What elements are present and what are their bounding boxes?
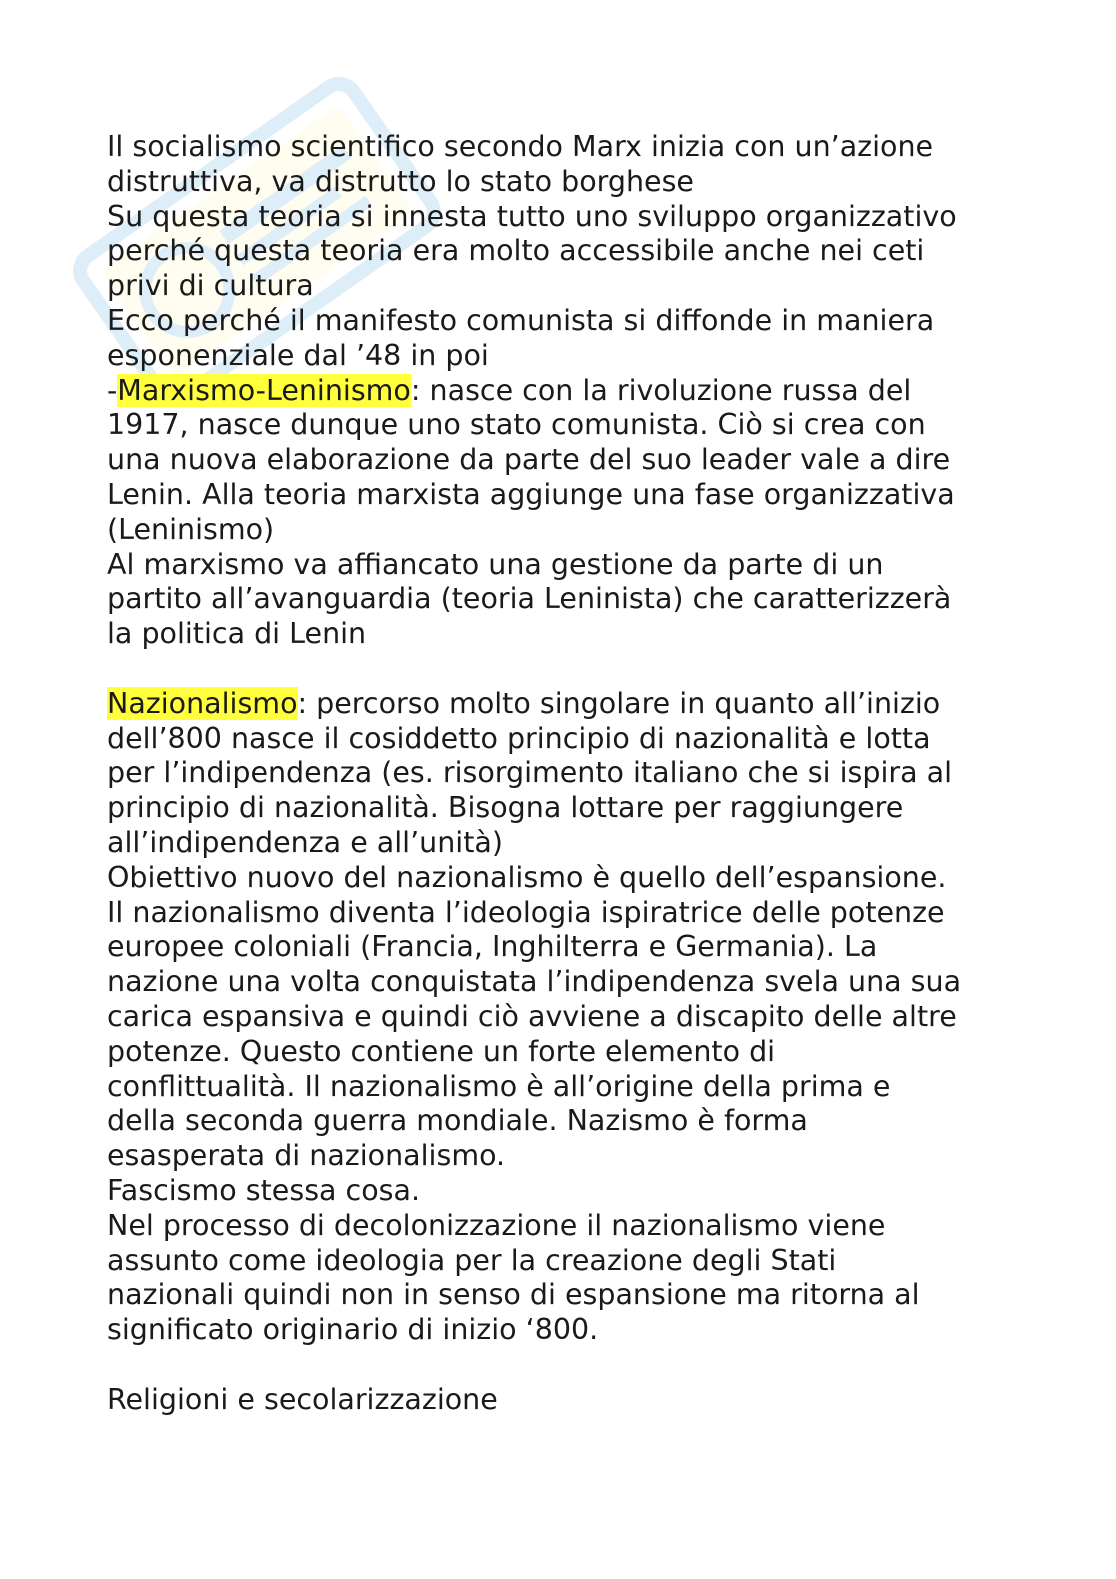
blank-line xyxy=(107,652,1027,687)
text-line: Su questa teoria si innesta tutto uno sviluppo organizzativo xyxy=(107,199,957,233)
text-line: 1917, nasce dunque uno stato comunista. Ciò si crea con xyxy=(107,408,926,442)
document-body xyxy=(107,130,1027,1417)
text-line: la politica di Lenin xyxy=(107,617,367,651)
highlighted-term: Nazionalismo xyxy=(107,686,298,720)
text-line: Fascismo stessa cosa. xyxy=(107,1173,421,1207)
text-line: conflittualità. Il nazionalismo è all’origine della prima e xyxy=(107,1069,891,1103)
text-line: significato originario di inizio ‘800. xyxy=(107,1313,599,1347)
text-line: esponenziale dal ’48 in poi xyxy=(107,338,489,372)
text-line: Il nazionalismo diventa l’ideologia ispiratrice delle potenze xyxy=(107,895,945,929)
text-segment: - xyxy=(107,373,118,407)
text-line: perché questa teoria era molto accessibile anche nei ceti xyxy=(107,234,925,268)
text-line: principio di nazionalità. Bisogna lottare per raggiungere xyxy=(107,791,904,825)
text-line-with-highlight xyxy=(107,687,1027,722)
text-line: distruttiva, va distrutto lo stato borghese xyxy=(107,164,694,198)
text-segment: : nasce con la rivoluzione russa del xyxy=(410,373,912,407)
text-line: Al marxismo va affiancato una gestione da parte di un xyxy=(107,547,884,581)
text-line: (Leninismo) xyxy=(107,512,275,546)
text-line: per l’indipendenza (es. risorgimento italiano che si ispira al xyxy=(107,756,952,790)
text-line: Obiettivo nuovo del nazionalismo è quello dell’espansione. xyxy=(107,860,947,894)
text-line: Ecco perché il manifesto comunista si diffonde in maniera xyxy=(107,303,935,337)
text-line: una nuova elaborazione da parte del suo leader vale a dire xyxy=(107,443,951,477)
text-line: partito all’avanguardia (teoria Leninista) che caratterizzerà xyxy=(107,582,952,616)
text-line: carica espansiva e quindi ciò avviene a discapito delle altre xyxy=(107,999,957,1033)
text-line: assunto come ideologia per la creazione degli Stati xyxy=(107,1243,837,1277)
text-line: privi di cultura xyxy=(107,269,314,303)
text-line: Religioni e secolarizzazione xyxy=(107,1382,498,1416)
text-line: europee coloniali (Francia, Inghilterra e Germania). La xyxy=(107,930,878,964)
text-line: nazione una volta conquistata l’indipendenza svela una sua xyxy=(107,965,962,999)
text-line: Il socialismo scientifico secondo Marx inizia con un’azione xyxy=(107,130,934,163)
text-line: dell’800 nasce il cosiddetto principio di nazionalità e lotta xyxy=(107,721,931,755)
blank-line xyxy=(107,1348,1027,1383)
text-line: Nel processo di decolonizzazione il nazionalismo viene xyxy=(107,1208,886,1242)
text-line: della seconda guerra mondiale. Nazismo è forma xyxy=(107,1104,808,1138)
text-line: esasperata di nazionalismo. xyxy=(107,1139,506,1173)
text-line: Lenin. Alla teoria marxista aggiunge una fase organizzativa xyxy=(107,477,955,511)
text-segment: : percorso molto singolare in quanto all’inizio xyxy=(297,686,941,720)
text-line-with-highlight xyxy=(107,374,1027,409)
text-line: nazionali quindi non in senso di espansione ma ritorna al xyxy=(107,1278,920,1312)
text-line: potenze. Questo contiene un forte elemento di xyxy=(107,1034,776,1068)
text-line: all’indipendenza e all’unità) xyxy=(107,825,503,859)
highlighted-term: Marxismo-Leninismo xyxy=(117,373,411,407)
